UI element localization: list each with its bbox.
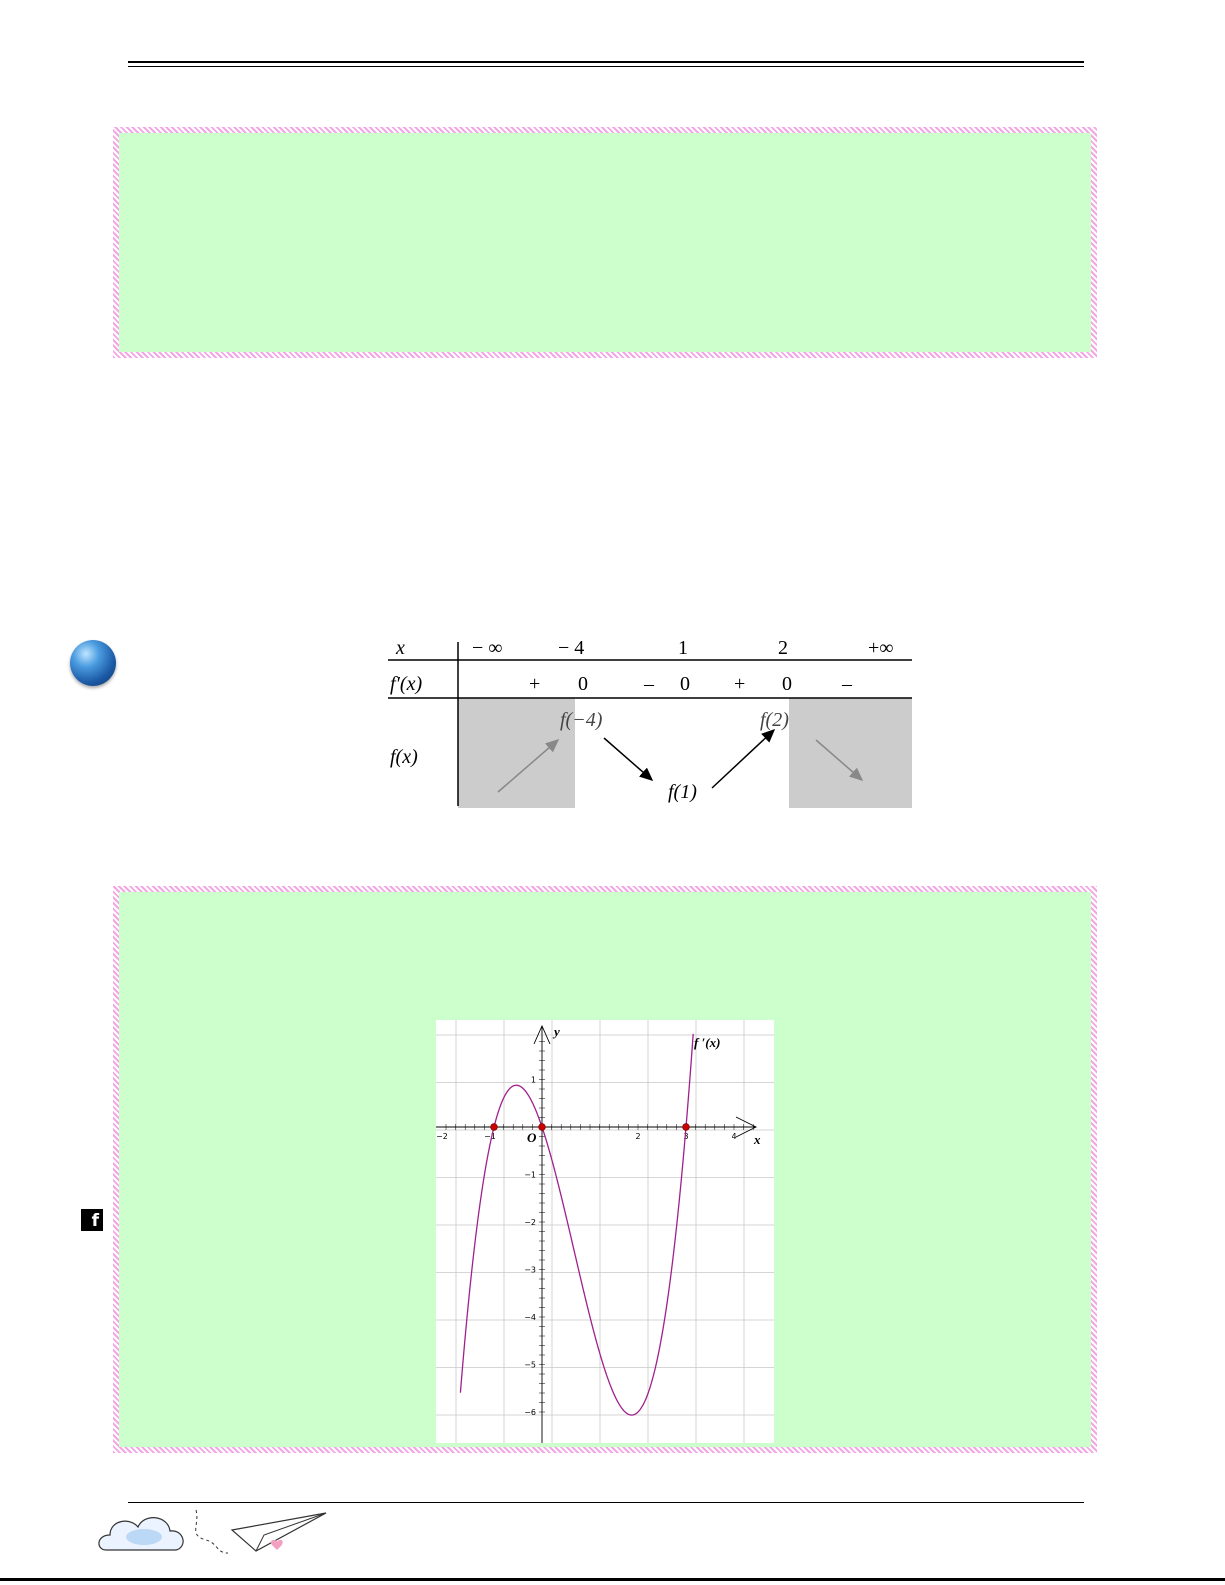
sign: + [734, 673, 746, 695]
x-label: x [396, 637, 405, 659]
sign: – [644, 673, 654, 695]
derivative-graph [436, 1020, 774, 1443]
fprime-label: f′(x) [390, 673, 423, 695]
f-value: f(1) [668, 781, 697, 803]
sign: + [529, 673, 541, 695]
x-value: − ∞ [472, 637, 503, 659]
y-tick-label: −2 [524, 1218, 536, 1227]
x-tick-label: 2 [635, 1132, 641, 1141]
shade-right [789, 698, 912, 808]
series-label: f ′(x) [694, 1035, 721, 1050]
x-tick-label: −2 [436, 1132, 448, 1141]
header-rule-thick [128, 61, 1084, 63]
sign: – [842, 673, 852, 695]
cloud-paper-plane-icon [96, 1505, 336, 1565]
root-point [683, 1124, 690, 1131]
x-value: 2 [778, 637, 788, 659]
arrow-increase [712, 730, 774, 788]
f-value: f(−4) [560, 709, 603, 731]
root-point [539, 1124, 546, 1131]
globe-icon [70, 640, 116, 686]
y-tick-label: 1 [530, 1075, 536, 1085]
x-value: +∞ [868, 637, 894, 659]
x-tick-label: 4 [731, 1132, 737, 1141]
y-tick-label: −3 [524, 1265, 536, 1275]
y-tick-label: −4 [524, 1313, 536, 1322]
origin-label: O [527, 1130, 537, 1145]
page-bottom-rule [0, 1578, 1225, 1581]
y-axis-label: y [554, 1024, 560, 1039]
footer-rule [128, 1502, 1084, 1503]
header-rule-thin [128, 66, 1084, 67]
f-label: f(x) [390, 746, 418, 768]
x-tick-label: 3 [683, 1132, 689, 1141]
x-axis-label: x [754, 1132, 761, 1147]
x-tick-label: −1 [484, 1132, 496, 1141]
sign: 0 [680, 673, 690, 695]
root-point [491, 1124, 498, 1131]
f-value: f(2) [760, 709, 789, 731]
x-value: 1 [678, 637, 688, 659]
sign: 0 [782, 673, 792, 695]
arrow-decrease [604, 738, 652, 780]
y-tick-label: −5 [524, 1360, 536, 1370]
sign: 0 [578, 673, 588, 695]
variation-table [388, 630, 912, 812]
facebook-icon[interactable]: f [81, 1209, 103, 1231]
shade-left [458, 698, 575, 808]
y-tick-label: −1 [524, 1170, 536, 1180]
y-tick-label: −6 [524, 1408, 536, 1417]
x-value: − 4 [558, 637, 585, 659]
exercise-box-1 [113, 127, 1097, 358]
